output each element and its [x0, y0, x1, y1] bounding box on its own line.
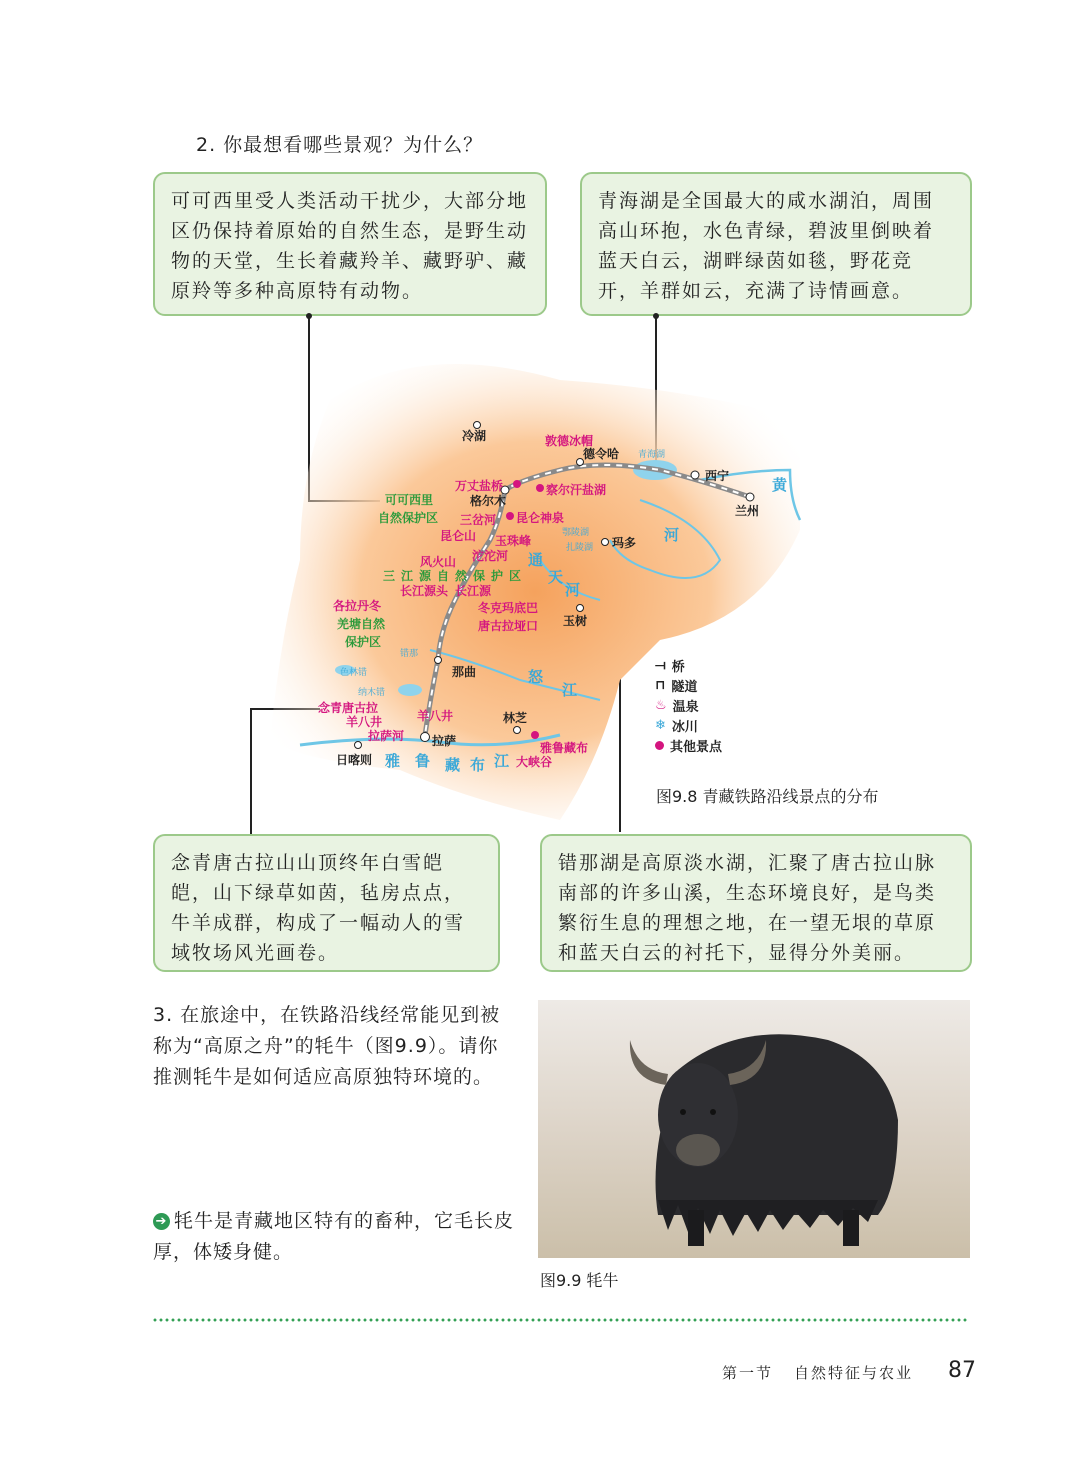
map-label: 错那 [400, 648, 419, 658]
city-marker-nagqu [435, 657, 442, 664]
map-label: 怒 [528, 669, 544, 686]
map-label: 大峡谷 [516, 755, 553, 769]
city-marker-lanzhou [746, 493, 754, 501]
legend-glacier [655, 716, 698, 735]
map-label: 布 [470, 757, 486, 774]
tunnel-icon: ⊓ [655, 678, 666, 693]
nyenchen-tanglha-text: 念青唐古拉山山顶终年白雪皑皑，山下绿草如茵，毡房点点，牛羊成群，构成了一幅动人的雪域牧场风光画卷。 [171, 852, 466, 964]
map-label: 林芝 [503, 711, 528, 725]
map-label: 雅鲁藏布 [540, 741, 589, 755]
question-3: 3. 在旅途中，在铁路沿线经常能见到被称为“高原之舟”的牦牛（图9.9）。请你推测牦牛是如何适应高原独特环境的。 [153, 1004, 501, 1088]
legend-tunnel [655, 676, 697, 695]
map-label: 河 [565, 582, 581, 599]
tip-text: 牦牛是青藏地区特有的畜种，它毛长皮厚，体矮身健。 [153, 1210, 515, 1263]
glacier-icon: ❄ [655, 718, 666, 733]
legend-label: 隧道 [671, 680, 698, 695]
legend-label: 冰川 [671, 720, 698, 735]
map-label: 昆仑神泉 [516, 511, 565, 525]
map-label: 鄂陵湖 [562, 527, 590, 537]
city-marker-maduo [602, 539, 609, 546]
namtso-lake-shape [398, 684, 422, 696]
map-label: 昆仑山 [440, 529, 477, 543]
map-label: 河 [664, 527, 680, 544]
map-label: 三江源自然保护区 [383, 569, 528, 583]
map-caption: 图9.8 青藏铁路沿线景点的分布 [656, 787, 879, 806]
map-label: 冬克玛底巴 [478, 601, 539, 615]
map-label: 鲁 [415, 753, 431, 770]
map-label: 三岔河 [460, 513, 497, 527]
city-marker-shigatse [355, 742, 362, 749]
city-marker-xining [691, 471, 699, 479]
map-label: 德令哈 [583, 447, 620, 461]
map-label: 西宁 [705, 469, 730, 483]
map-label: 各拉丹冬 [333, 599, 382, 613]
city-marker-yushu [577, 605, 584, 612]
map-label: 沱沱河 [472, 549, 509, 563]
map-label: 长江源头 [400, 584, 449, 598]
map-label: 万丈盐桥 [455, 479, 504, 493]
qinghai-lake-text: 青海湖是全国最大的咸水湖泊，周围高山环抱，水色青绿，碧波里倒映着蓝天白云，湖畔绿茵如毯，野花竞开，羊群如云，充满了诗情画意。 [598, 190, 935, 302]
map-label: 兰州 [735, 504, 760, 518]
map-label: 敦德冰帽 [545, 434, 594, 448]
map-label: 色林错 [340, 667, 368, 677]
tsona-lake-description-box [540, 834, 972, 972]
tsona-lake-text: 错那湖是高原淡水湖，汇聚了唐古拉山脉南部的许多山溪，生态环境良好，是鸟类繁衍生息的理想之地，在一望无垠的草原和蓝天白云的衬托下，显得分外美丽。 [558, 852, 937, 964]
map-label: 拉萨河 [368, 729, 405, 743]
legend-hot-spring [655, 696, 699, 715]
map-label: 念青唐古拉 [318, 701, 379, 715]
map-label: 玉珠峰 [495, 534, 532, 548]
map-label: 保护区 [345, 635, 382, 649]
map-label: 藏 [445, 757, 461, 774]
legend-label: 桥 [671, 660, 685, 675]
hot-spring-icon: ♨ [655, 698, 667, 713]
city-marker-nyingchi [514, 727, 521, 734]
footer-section: 第一节 [722, 1364, 774, 1382]
map-label: 扎陵湖 [566, 542, 594, 552]
legend-scenic-spot [655, 736, 722, 755]
footer-title: 自然特征与农业 [794, 1364, 914, 1382]
legend-bridge [655, 656, 685, 675]
map-label: 日喀则 [336, 753, 373, 767]
map-label: 风火山 [420, 555, 457, 569]
map-label: 黄 [772, 477, 788, 494]
question-2: 2. 你最想看哪些景观？为什么？ [196, 134, 484, 156]
map-label: 江 [562, 682, 578, 699]
map-label: 雅 [385, 753, 401, 770]
map-label: 玛多 [612, 536, 637, 550]
map-label: 羊八井 [346, 715, 383, 729]
city-marker-lenghu [474, 422, 481, 429]
yak-photo [538, 1000, 970, 1258]
map-label: 唐古拉垭口 [478, 619, 539, 633]
scenic-marker [513, 480, 521, 488]
map-label: 玉树 [563, 614, 588, 628]
dotted-divider [152, 1318, 968, 1322]
nyenchen-tanglha-description-box [153, 834, 500, 972]
photo-caption: 图9.9 牦牛 [540, 1271, 619, 1290]
city-marker-lhasa [421, 733, 430, 742]
map-label: 自然保护区 [378, 511, 439, 525]
hoh-xil-text: 可可西里受人类活动干扰少，大部分地区仍保持着原始的自然生态，是野生动物的天堂，生长着藏羚羊、藏野驴、藏原羚等多种高原特有动物。 [171, 190, 529, 302]
map-label: 天 [548, 569, 564, 586]
map-label: 纳木错 [358, 687, 386, 697]
bridge-icon: ⟞ [655, 658, 666, 673]
page-number: 87 [948, 1358, 976, 1383]
map-label: 那曲 [452, 665, 477, 679]
scenic-marker [536, 484, 544, 492]
scenic-marker [506, 512, 514, 520]
map-label: 长江源 [455, 584, 492, 598]
map-label: 江 [494, 753, 510, 770]
map-label: 格尔木 [470, 494, 507, 508]
legend-label: 温泉 [672, 700, 699, 715]
scenic-marker [531, 731, 539, 739]
map-label: 青海湖 [638, 449, 666, 459]
map-label: 通 [528, 552, 544, 569]
map-label: 察尔汗盐湖 [546, 483, 607, 497]
map-label: 羊八井 [417, 709, 454, 723]
tip [153, 1206, 521, 1268]
legend-label: 其他景点 [670, 740, 723, 755]
map-label: 羌塘自然 [337, 617, 386, 631]
map-label: 冷湖 [462, 429, 487, 443]
map-label: 拉萨 [432, 734, 457, 748]
arrow-right-icon: ➔ [153, 1213, 170, 1230]
map-label: 可可西里 [385, 493, 434, 507]
scenic-spot-icon [655, 741, 664, 750]
